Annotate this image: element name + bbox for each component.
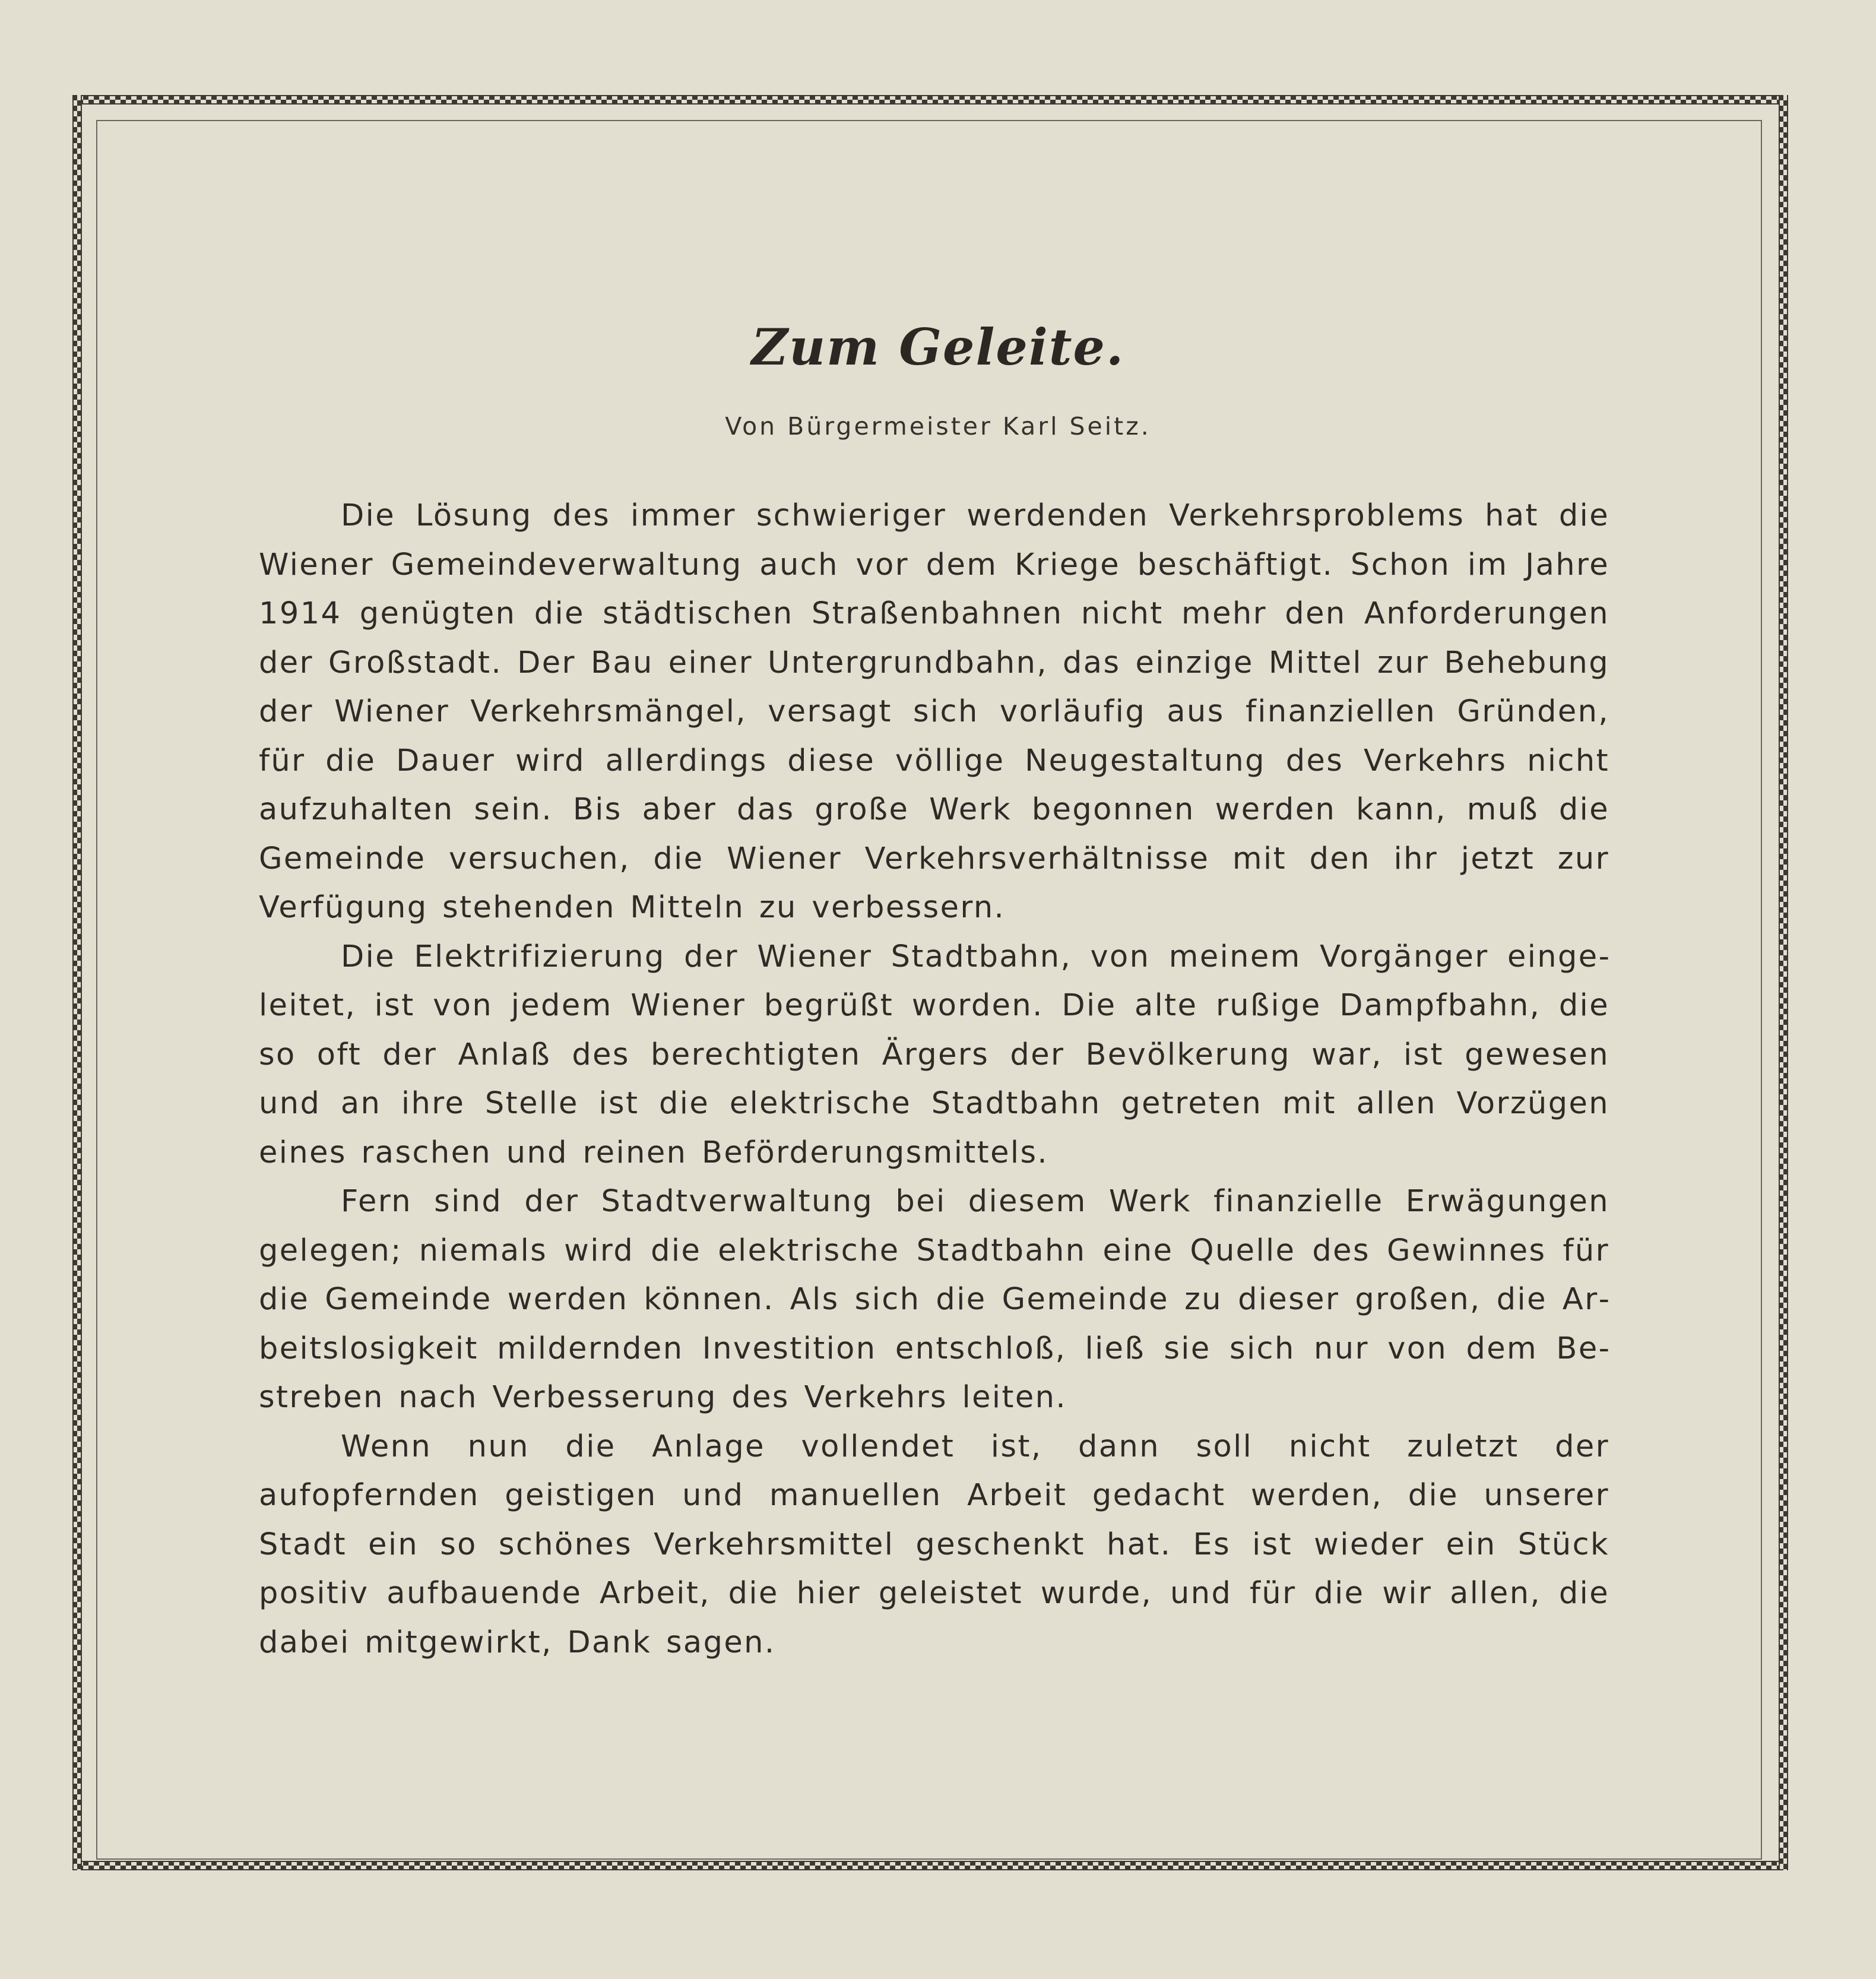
border-top (72, 95, 1788, 105)
paragraph-1: Die Lösung des immer schwieriger werdenden Verkehrsproblems hat die Wiener Gemeindeverwaltung auch vor dem Kriege beschäftigt. Schon im Jahre 1914 genügten die städtischen Straßenbahnen nicht mehr den Anforderungen der Großstadt. Der Bau einer Untergrundbahn, das einzige Mittel zur Behebung der Wiener Verkehrsmängel, versagt sich vorläufig aus finanziellen Gründen, für die Dauer wird allerdings diese völlige Neugestaltung des Verkehrs nicht aufzuhalten sein. Bis aber das große Werk begonnen werden kann, muß die Gemeinde versuchen, die Wiener Verkehrsverhältnisse mit den ihr jetzt zur Verfügung stehenden Mitteln zu verbessern. (259, 498, 1609, 925)
paragraph-2: Die Elektrifizierung der Wiener Stadtbahn, von meinem Vorgänger eingeleitet, ist von jedem Wiener begrüßt worden. Die alte rußige Dampfbahn, die so oft der Anlaß des berechtigten Ärgers der Bevölkerung war, ist gewesen und an ihre Stelle ist die elektrische Stadtbahn getreten mit allen Vorzügen eines raschen und reinen Beförderungsmittels. (259, 939, 1609, 1170)
author-line: Von Bürgermeister Karl Seitz. (725, 412, 1151, 441)
paragraph-4: Wenn nun die Anlage vollendet ist, dann soll nicht zuletzt der aufopfernden geistigen und manuellen Arbeit gedacht werden, die unserer Stadt ein so schönes Verkehrsmittel geschenkt hat. Es ist wieder ein Stück positiv aufbauende Arbeit, die hier geleistet wurde, und für die wir allen, die dabei mitgewirkt, Dank sagen. (259, 1429, 1609, 1660)
page-title: Zum Geleite. (751, 318, 1125, 376)
border-bottom (72, 1861, 1788, 1870)
paragraph-3: Fern sind der Stadtverwaltung bei diesem Werk finanzielle Erwägungen gelegen; niemals wird die elektrische Stadtbahn eine Quelle des Gewinnes für die Gemeinde werden können. Als sich die Gemeinde zu dieser großen, die Arbeitslosigkeit mildernden Investition entschloß, ließ sie sich nur von dem Bestreben nach Verbesserung des Verkehrs leiten. (259, 1184, 1609, 1415)
article-body (259, 492, 1609, 1667)
